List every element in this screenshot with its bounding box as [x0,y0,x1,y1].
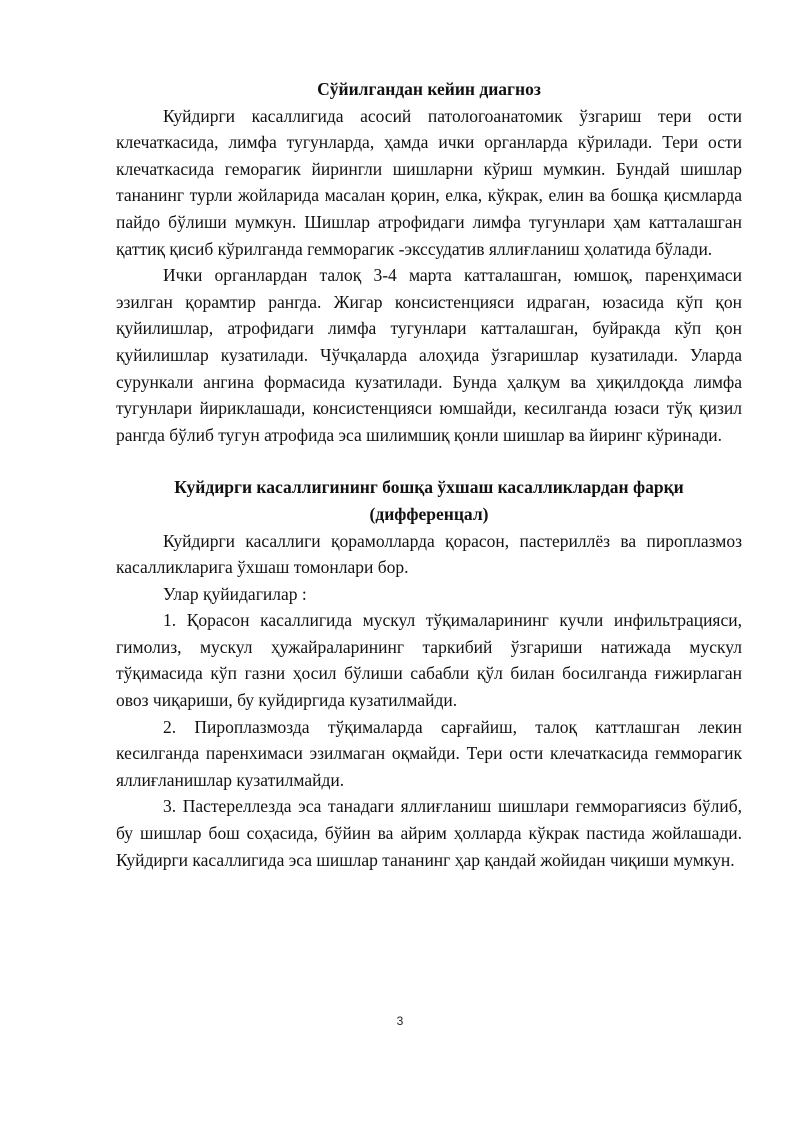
paragraph-pathology-overview: Куйдирги касаллигида асосий патологоанатомик ўзгариш тери ости клечаткасида, лимфа тугунларда, ҳамда ички органларда кўрилади. Тери ости клечаткасида геморагик йирингли шишларни кўриш мумкин. Бундай шишлар тананинг турли жойларида масалан қорин, елка, кўкрак, елин ва бошқа қисмларда пайдо бўлиши мумкун. Шишлар атрофидаги лимфа тугунлари ҳам катталашган қаттиқ қисиб кўрилганда гемморагик -экссудатив яллиғланиш ҳолатида бўлади. [116,105,742,259]
section-heading-postmortem-diagnosis: Сўйилгандан кейин диагноз [317,79,541,99]
page-number: 3 [396,1014,404,1028]
list-item-pasteurellosis: 3. Пастереллезда эса танадаги яллиғланиш шишлари гемморагиясиз бўлиб, бу шишлар бош соҳасида, бўйин ва айрим ҳолларда кўкрак пастида жойлашади. Куйдирги касаллигида эса шишлар тананинг ҳар қандай жойидан чиқиши мумкун. [116,796,742,870]
paragraph-list-intro: Улар қуйидагилар : [163,583,307,604]
page-content [116,76,742,873]
list-item-blackleg: 1. Қорасон касаллигида мускул тўқималарининг кучли инфильтрацияси, гимолиз, мускул ҳужайраларининг таркибий ўзгариши натижада мускул тўқимасида кўп газни ҳосил бўлиши сабабли қўл билан босилганда ғижирлаган овоз чиқариши, бу куйдиргида кузатилмайди. [116,610,742,711]
paragraph-similar-diseases: Куйдирги касаллиги қорамолларда қорасон, пастериллёз ва пироплазмоз касалликларига ўхшаш томонлари бор. [116,530,742,578]
list-item-piroplasmosis: 2. Пироплазмозда тўқималарда сарғайиш, талоқ каттлашган лекин кесилганда паренхимаси эзилмаган оқмайди. Тери ости клечаткасида гемморагик яллиғланишлар кузатилмайди. [116,716,742,790]
section-spacer [116,448,742,474]
paragraph-internal-organs: Ички органлардан талоқ 3-4 марта катталашган, юмшоқ, паренҳимаси эзилган қорамтир рангда. Жигар консистенцияси идраган, юзасида кўп қон қуйилишлар, атрофидаги лимфа тугунлари катталашган, буйракда кўп қон қуйилишлар кузатилади. Чўчқаларда алоҳида ўзгаришлар кузатилади. Уларда сурункали ангина формасида кузатилади. Бунда ҳалқум ва ҳиқилдоқда лимфа тугунлари йириклашади, консистенцияси юмшайди, кесилганда юзаси тўқ қизил рангда бўлиб тугун атрофида эса шилимшиқ қонли шишлар ва йиринг кўринади. [116,265,742,445]
section-heading-differential: Куйдирги касаллигининг бошқа ўхшаш касалликлардан фарқи (дифференцал) [174,477,684,524]
